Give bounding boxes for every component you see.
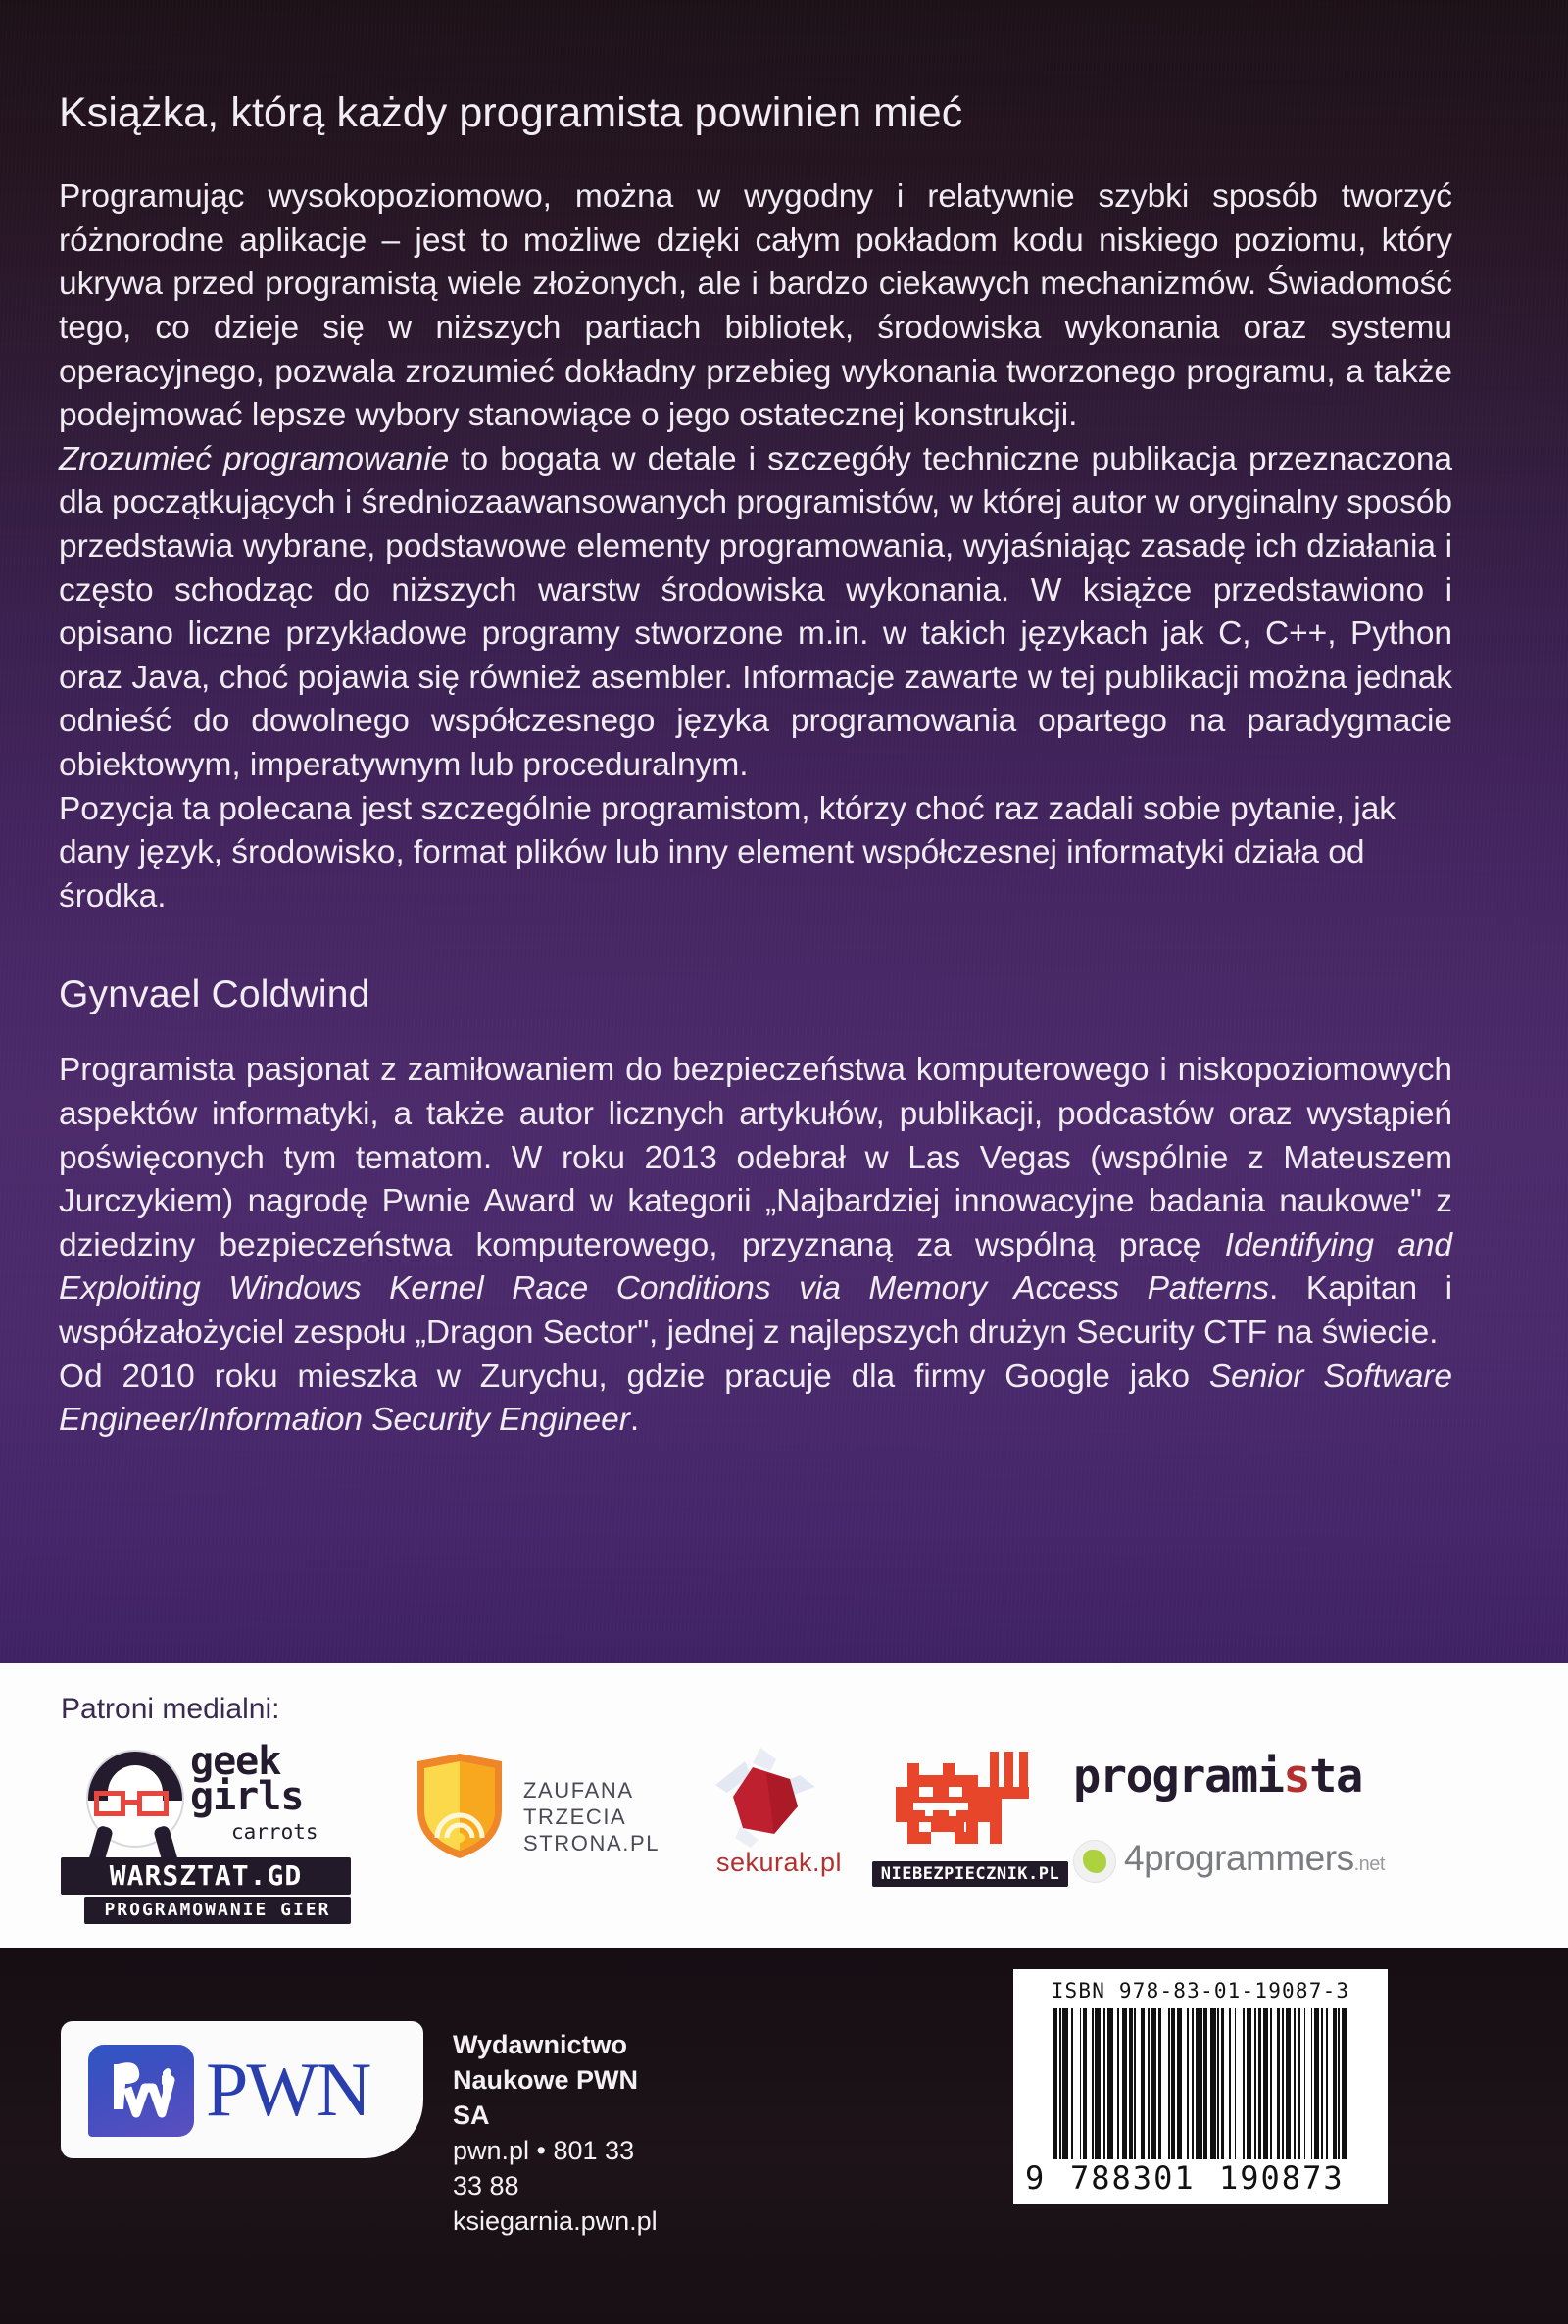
zaufana-line-2: TRZECIA (523, 1805, 627, 1829)
publisher-line-1: Wydawnictwo (453, 2030, 628, 2059)
bio-paper-title: Identifying and Exploiting Windows Kernel Race Conditions via Memory Access Patterns (59, 1226, 1452, 1308)
pwn-wordmark: PWN (206, 2047, 370, 2132)
isbn-number: ISBN 978-83-01-19087-3 (1051, 1979, 1350, 2003)
fourprogrammers-logo (1073, 1838, 1485, 1887)
pwn-logo-badge (61, 2021, 423, 2158)
barcode-bar (1236, 2008, 1243, 2159)
sekurak-logo (686, 1746, 872, 1893)
pwn-mark-icon (88, 2045, 194, 2137)
bio-job-title: Senior Software Engineer/Information Security Engineer (59, 1358, 1452, 1439)
warsztat-tagline: PROGRAMOWANIE GIER (84, 1897, 351, 1924)
barcode-bar (1161, 2008, 1168, 2159)
isbn-barcode (1013, 1969, 1388, 2204)
barcode-bar (1347, 2008, 1348, 2159)
programista-word-accent: s (1283, 1750, 1310, 1804)
zaufana-trzecia-strona-logo (414, 1754, 678, 1861)
left-lens (94, 1791, 125, 1816)
programista-logo (1073, 1750, 1362, 1804)
glasses-bridge (125, 1800, 137, 1805)
zaufana-wordmark (523, 1777, 660, 1856)
pwn-monogram-icon (88, 2045, 194, 2137)
barcode-bar (1107, 2008, 1114, 2159)
bio-text-part-3: Od 2010 roku mieszka w Zurychu, gdzie pracuje dla firmy Google jako (59, 1358, 1209, 1395)
page-title: Książka, którą każdy programista powinien mieć (59, 89, 963, 136)
warsztat-wordmark: WARSZTAT.GD (61, 1857, 351, 1895)
bio-text-part-1: Programista pasjonat z zamiłowaniem do bezpieczeństwa komputerowego i niskopoziomowych aspektów informatyki, a także autor licznych artykułów, publikacji, podcastów oraz wystąpień poświęconych tym tematom. W roku 2013 odebrał w Las Vegas (wspólnie z Mateuszem Jurczykiem) nagrodę Pwnie Award w kategorii „Najbardziej innowacyjne badania naukowe" z dziedziny bezpieczeństwa komputerowego, przyznaną za wspólną pracę (59, 1052, 1452, 1263)
geek-girls-line-3: carrots (231, 1820, 318, 1844)
geek-girls-line-2: girls (190, 1774, 304, 1819)
niebezpiecznik-wordmark: NIEBEZPIECZNIK.PL (872, 1861, 1068, 1887)
space-invader-icon (890, 1746, 1047, 1855)
zaufana-line-3: STRONA.PL (523, 1831, 661, 1855)
author-biography (59, 1016, 1452, 1442)
programista-word-pre: programi (1073, 1750, 1284, 1804)
right-lens (137, 1791, 169, 1816)
publisher-contact-info (453, 2027, 658, 2239)
geek-girls-wordmark (190, 1739, 304, 1819)
glasses-icon (94, 1791, 176, 1816)
publisher-line-4: ksiegarnia.pwn.pl (453, 2206, 658, 2236)
blurb-content-column (59, 0, 1452, 1443)
barcode-bars (1053, 2008, 1348, 2159)
description-paragraph-1: Programując wysokopoziomowo, można w wygodny i relatywnie szybki sposób tworzyć różnorodne aplikacje – jest to możliwe dzięki całym pokładom kodu niskiego poziomu, który ukrywa przed programistą wiele złożonych, ale i bardzo ciekawych mechanizmów. Świadomość tego, co dzieje się w niższych partiach bibliotek, środowiska wykonania oraz systemu operacyjnego, pozwala zrozumieć dokładny przebieg wykonania tworzonego programu, a także podejmować lepsze wybory stanowiące o jego ostatecznej konstrukcji. (59, 178, 1452, 434)
book-title-italic: Zrozumieć programowanie (59, 440, 450, 477)
media-partners-panel (0, 1663, 1568, 1948)
barcode-bar (1196, 2008, 1202, 2159)
zaufana-line-1: ZAUFANA (523, 1778, 634, 1803)
description-paragraph-2 (59, 438, 1452, 788)
publisher-line-2: Naukowe PWN SA (453, 2065, 639, 2130)
book-description (59, 136, 1452, 918)
description-paragraph-3: Pozycja ta polecana jest szczególnie programistom, którzy choć raz zadali sobie pytanie, jak dany język, środowisko, format plików lub inny element współczesnej informatyki działa od środka. (59, 790, 1396, 915)
description-paragraph-2-rest: to bogata w detale i szczegóły techniczne publikacja przeznaczona dla początkujących i średniozaawansowanych programistów, w której autor w oryginalny sposób przedstawia wybrane, podstawowe elementy programowania, wyjaśniając zasadę ich działania i często schodząc do niższych warstw środowiska wykonania. W książce przedstawiono i opisano liczne przykładowe programy stworzone m.in. w takich językach jak C, C++, Python oraz Java, choć pojawia się również asembler. Informacje zawarte w tej publikacji można jednak odnieść do dowolnego współczesnego języka programowania opartego na paradygmacie obiektowym, imperatywnym lub proceduralnym. (59, 440, 1453, 784)
publisher-footer (0, 1948, 1568, 2324)
sekurak-gem-icon (706, 1746, 823, 1848)
ean-group-2: 190873 (1219, 2159, 1345, 2197)
bio-text-part-2: . Kapitan i współzałożyciel zespołu „Dragon Sector", jednej z najlepszych drużyn Security CTF na świecie. (59, 1270, 1453, 1351)
partner-logo-row (0, 1739, 1568, 1948)
warsztat-gd-logo (61, 1857, 355, 1928)
bio-paragraph-2 (59, 1356, 1452, 1443)
publisher-line-3: pwn.pl • 801 33 33 88 (453, 2136, 635, 2200)
ean-group-1: 788301 (1070, 2159, 1196, 2197)
geek-girls-line-1: geek (190, 1739, 281, 1784)
sekurak-wordmark: sekurak.pl (715, 1848, 843, 1877)
globe-icon (1073, 1840, 1116, 1883)
barcode-bar (1073, 2008, 1080, 2159)
niebezpiecznik-logo (872, 1746, 1068, 1893)
ean-lead-digit: 9 (1025, 2159, 1047, 2197)
programista-word-post: ta (1309, 1750, 1362, 1804)
author-name: Gynvael Coldwind (59, 973, 370, 1016)
fourprogrammers-wordmark (1124, 1838, 1385, 1879)
bio-text-part-4: . (629, 1402, 640, 1439)
fourprogrammers-name: 4programmers (1124, 1838, 1354, 1878)
geek-girls-carrots-logo (86, 1739, 361, 1859)
shield-icon (414, 1754, 506, 1859)
bio-paragraph-1 (59, 1049, 1452, 1355)
media-partners-label: Patroni medialni: (61, 1693, 280, 1725)
fourprogrammers-tld: .net (1353, 1854, 1385, 1875)
